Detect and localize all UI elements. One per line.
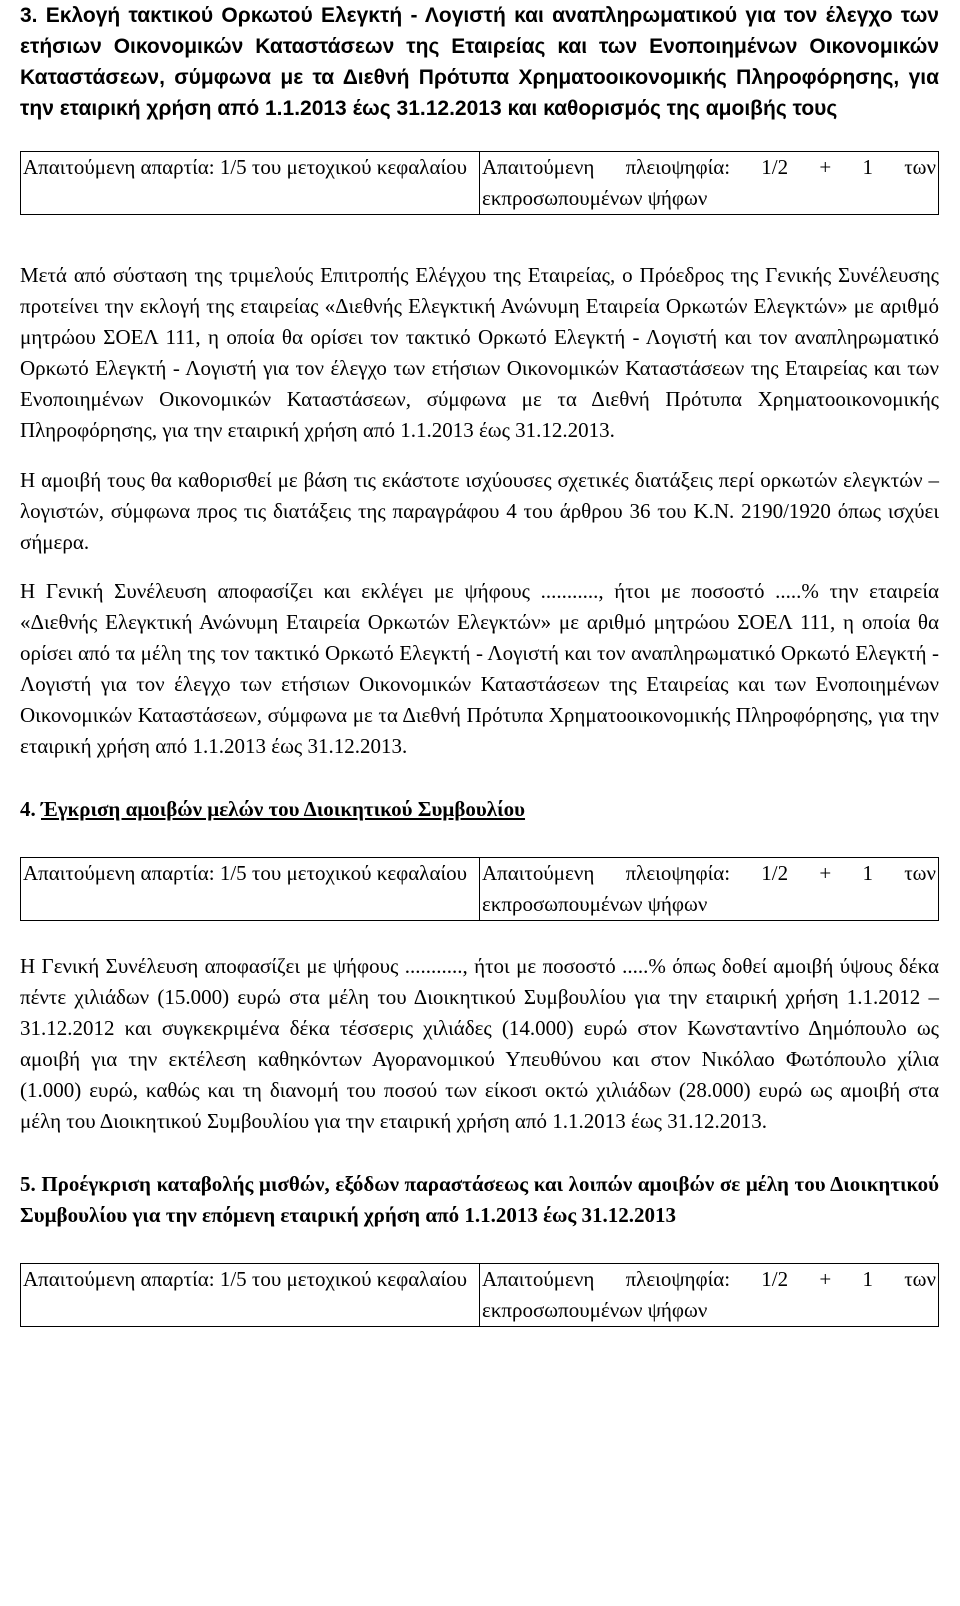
quorum-table-section-4 xyxy=(20,857,939,921)
quorum-table-section-3 xyxy=(20,151,939,215)
quorum-cell: Απαιτούμενη απαρτία: 1/5 του μετοχικού κεφαλαίου xyxy=(21,1264,480,1327)
section-4-title: Έγκριση αμοιβών μελών του Διοικητικού Συμβουλίου xyxy=(41,797,526,821)
majority-cell: Απαιτούμενη πλειοψηφία: 1/2 + 1 των εκπροσωπουμένων ψήφων xyxy=(480,858,939,921)
section-3-paragraph-2: Η αμοιβή τους θα καθορισθεί με βάση τις εκάστοτε ισχύουσες σχετικές διατάξεις περί ορκωτών ελεγκτών – λογιστών, σύμφωνα προς τις διατάξεις της παραγράφου 4 του άρθρου 36 του Κ.Ν. 2190/1920 όπως ισχύει σήμερα. xyxy=(20,468,939,554)
section-5-heading: 5. Προέγκριση καταβολής μισθών, εξόδων παραστάσεως και λοιπών αμοιβών σε μέλη του Διοικητικού Συμβουλίου για την επόμενη εταιρική χρήση από 1.1.2013 έως 31.12.2013 xyxy=(20,1172,939,1227)
section-4-heading xyxy=(20,794,939,825)
section-3-heading: 3. Εκλογή τακτικού Ορκωτού Ελεγκτή - Λογιστή και αναπληρωματικού για τον έλεγχο των ετήσιων Οικονομικών Καταστάσεων της Εταιρείας και των Ενοποιημένων Οικονομικών Καταστάσεων, σύμφωνα με τα Διεθνή Πρότυπα Χρηματοοικονομικής Πληροφόρησης, για την εταιρική χρήση από 1.1.2013 έως 31.12.2013 και καθορισμός της αμοιβής τους xyxy=(20,4,939,120)
quorum-cell: Απαιτούμενη απαρτία: 1/5 του μετοχικού κεφαλαίου xyxy=(21,152,480,215)
document-page xyxy=(20,0,939,1327)
section-4-paragraph-1: Η Γενική Συνέλευση αποφασίζει με ψήφους ..........., ήτοι με ποσοστό .....% όπως δοθεί αμοιβή ύψους δέκα πέντε χιλιάδων (15.000) ευρώ στα μέλη του Διοικητικού Συμβουλίου για την εταιρική χρήση 1.1.2012 – 31.12.2012 και συγκεκριμένα δέκα τέσσερις χιλιάδες (14.000) ευρώ στον Κωνσταντίνο Δημόπουλο ως αμοιβή για την εκτέλεση καθηκόντων Αγορανομικού Υπευθύνου και στον Νικόλαο Φωτόπουλο χίλια (1.000) ευρώ, καθώς και τη διανομή του ποσού των είκοσι οκτώ χιλιάδων (28.000) ευρώ ως αμοιβή στα μέλη του Διοικητικού Συμβουλίου για την εταιρική χρήση από 1.1.2013 έως 31.12.2013. xyxy=(20,954,939,1133)
majority-cell: Απαιτούμενη πλειοψηφία: 1/2 + 1 των εκπροσωπουμένων ψήφων xyxy=(480,152,939,215)
section-3-paragraph-3: Η Γενική Συνέλευση αποφασίζει και εκλέγει με ψήφους ..........., ήτοι με ποσοστό .....% την εταιρεία «Διεθνής Ελεγκτική Ανώνυμη Εταιρεία Ορκωτών Ελεγκτών» με αριθμό μητρώου ΣΟΕΛ 111, η οποία θα ορίσει από τα μέλη της τον τακτικό Ορκωτό Ελεγκτή - Λογιστή και τον αναπληρωματικό Ορκωτό Ελεγκτή - Λογιστή για τον έλεγχο των ετήσιων Οικονομικών Καταστάσεων της Εταιρείας και των Ενοποιημένων Οικονομικών Καταστάσεων, σύμφωνα με τα Διεθνή Πρότυπα Χρηματοοικονομικής Πληροφόρησης, για την εταιρική χρήση από 1.1.2013 έως 31.12.2013. xyxy=(20,579,939,758)
majority-cell: Απαιτούμενη πλειοψηφία: 1/2 + 1 των εκπροσωπουμένων ψήφων xyxy=(480,1264,939,1327)
section-4-number: 4. xyxy=(20,797,36,821)
quorum-table-section-5 xyxy=(20,1263,939,1327)
section-3-paragraph-1: Μετά από σύσταση της τριμελούς Επιτροπής Ελέγχου της Εταιρείας, ο Πρόεδρος της Γενικής Συνέλευσης προτείνει την εκλογή της εταιρείας «Διεθνής Ελεγκτική Ανώνυμη Εταιρεία Ορκωτών Ελεγκτών» με αριθμό μητρώου ΣΟΕΛ 111, η οποία θα ορίσει τον τακτικό Ορκωτό Ελεγκτή - Λογιστή και τον αναπληρωματικό Ορκωτό Ελεγκτή - Λογιστή για τον έλεγχο των ετήσιων Οικονομικών Καταστάσεων της Εταιρείας και των Ενοποιημένων Οικονομικών Καταστάσεων, σύμφωνα με τα Διεθνή Πρότυπα Χρηματοοικονομικής Πληροφόρησης, για την εταιρική χρήση από 1.1.2013 έως 31.12.2013. xyxy=(20,263,939,442)
quorum-cell: Απαιτούμενη απαρτία: 1/5 του μετοχικού κεφαλαίου xyxy=(21,858,480,921)
